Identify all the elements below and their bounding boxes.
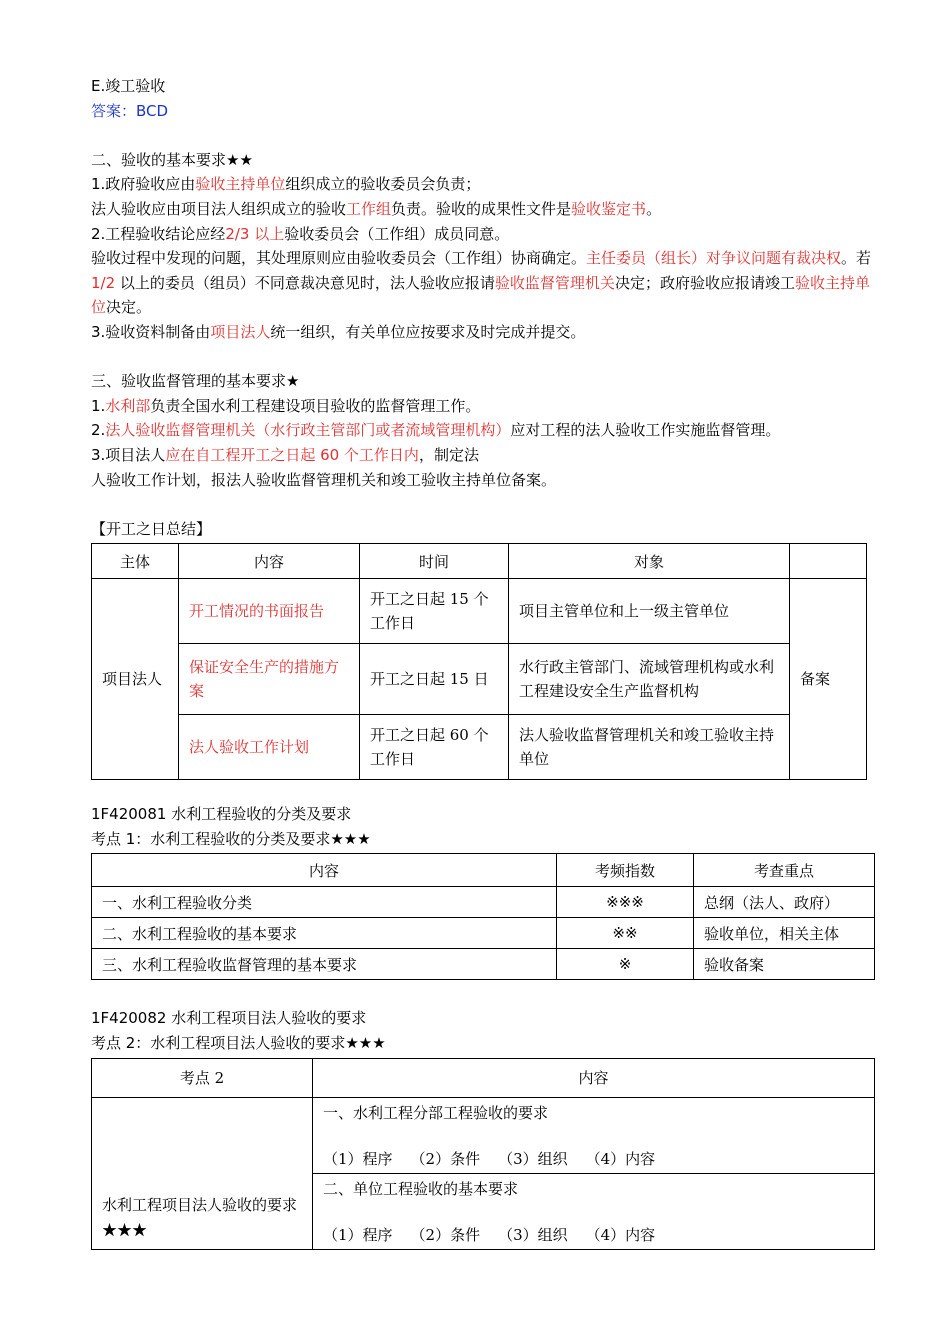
text-run: 。 [646,199,662,218]
table-row [92,887,875,918]
text-run: 3.项目法人 [91,445,166,464]
start-date-summary-table [91,543,867,780]
frequency-cell: ※※ [557,918,694,949]
table-header-row [92,1058,875,1097]
header-cell [790,544,867,579]
table-header-row [92,544,867,579]
section-2-line-2 [91,197,881,222]
text-run: 法人验收应由项目法人组织成立的验收 [91,199,347,218]
list-item: （4）内容 [585,1149,656,1168]
spacer [91,123,881,148]
summary-title: 【开工之日总结】 [91,519,212,538]
text-run: 负责全国水利工程建设项目验收的监督管理工作。 [150,396,481,415]
header-cell: 内容 [179,544,360,579]
subject-cell: 项目法人 [92,579,179,780]
text-run: ，制定法 [418,445,479,464]
section-2-title: 二、验收的基本要求★★ [91,150,253,169]
sub-content-cell [313,1097,875,1173]
sub-content-cell [313,1173,875,1249]
section-3-title: 三、验收监督管理的基本要求★ [91,372,300,391]
section-081-heading: 1F420081 水利工程验收的分类及要求 [91,805,352,824]
spacer [323,1124,864,1148]
spacer [91,780,881,802]
time-cell: 开工之日起 60 个工作日 [360,715,509,780]
key-point-cell: 水利工程项目法人验收的要求★★★ [92,1097,313,1249]
section-082-heading: 1F420082 水利工程项目法人验收的要求 [91,1009,367,1028]
text-run: 以上的委员（组员）不同意裁决意见时，法人验收应报请 [115,273,495,292]
table-row [92,579,867,644]
section-3-line-3 [91,443,881,468]
table-row [92,918,875,949]
list-item: （2）条件 [410,1225,481,1244]
table-row [92,949,875,980]
header-cell: 对象 [509,544,790,579]
acceptance-classification-table [91,853,875,980]
section-2-line-1 [91,172,881,197]
answer-line: 答案：BCD [91,101,169,120]
list-item: （3）组织 [498,1225,568,1244]
header-cell: 内容 [313,1058,875,1097]
text-run: 决定；政府验收应报请竣工 [614,273,795,292]
section-2-paragraph-4 [91,246,883,320]
highlight-text: 水利部 [105,396,151,415]
list-item: （3）组织 [498,1149,568,1168]
text-run: 3.验收资料制备由 [91,322,211,341]
content-cell: 三、水利工程验收监督管理的基本要求 [92,949,557,980]
header-cell: 考点 2 [92,1058,313,1097]
text-run: 验收过程中发现的问题，其处理原则应由验收委员会（工作组）协商确定。 [91,249,587,268]
text-run: 组织成立的验收委员会负责； [285,175,481,194]
list-item: （4）内容 [585,1225,656,1244]
legal-person-acceptance-table [91,1058,875,1250]
focus-cell: 验收单位，相关主体 [694,918,875,949]
spacer [91,980,881,1006]
highlight-text: 法人验收监督管理机关（水行政主管部门或者流域管理机构） [105,421,511,440]
highlight-text: 验收主持单位 [195,175,286,194]
spacer [91,345,881,370]
text-run: 应对工程的法人验收工作实施监督管理。 [510,421,781,440]
table-header-row [92,854,875,887]
spacer [323,1200,864,1224]
target-cell: 水行政主管部门、流域管理机构或水利工程建设安全生产监督机构 [509,644,790,715]
target-cell: 项目主管单位和上一级主管单位 [509,579,790,644]
text-run: 决定。 [106,298,152,317]
table-row [92,715,867,780]
content-cell: 一、水利工程验收分类 [92,887,557,918]
section-3-line-1 [91,394,881,419]
text-run: 统一组织，有关单位应按要求及时完成并提交。 [270,322,586,341]
content-cell: 二、水利工程验收的基本要求 [92,918,557,949]
highlight-text: 2/3 以上 [225,224,285,243]
highlight-text: 项目法人 [210,322,271,341]
section-081-point: 考点 1：水利工程验收的分类及要求★★★ [91,829,371,848]
highlight-text: 主任委员（组长）对争议问题有裁决权 [586,249,842,268]
document-page [91,74,881,1250]
sub-title: 二、单位工程验收的基本要求 [323,1179,519,1198]
section-3-line-4: 人验收工作计划，报法人验收监督管理机关和竣工验收主持单位备案。 [91,470,557,489]
focus-cell: 总纲（法人、政府） [694,887,875,918]
list-item: （1）程序 [323,1225,393,1244]
time-cell: 开工之日起 15 个工作日 [360,579,509,644]
header-cell: 主体 [92,544,179,579]
list-item: （2）条件 [410,1149,481,1168]
highlight-text: 验收主持单位 [91,273,870,317]
text-run: 验收委员会（工作组）成员同意。 [284,224,510,243]
content-cell: 开工情况的书面报告 [179,579,360,644]
text-run: 2.工程验收结论应经 [91,224,226,243]
action-cell: 备案 [790,579,867,780]
focus-cell: 验收备案 [694,949,875,980]
header-cell: 时间 [360,544,509,579]
spacer [91,492,881,517]
content-cell: 保证安全生产的措施方案 [179,644,360,715]
highlight-text: 工作组 [346,199,392,218]
content-cell: 法人验收工作计划 [179,715,360,780]
header-cell: 考频指数 [557,854,694,887]
section-082-point: 考点 2：水利工程项目法人验收的要求★★★ [91,1034,386,1053]
header-cell: 考查重点 [694,854,875,887]
header-cell: 内容 [92,854,557,887]
target-cell: 法人验收监督管理机关和竣工验收主持单位 [509,715,790,780]
frequency-cell: ※ [557,949,694,980]
list-item: （1）程序 [323,1149,393,1168]
option-e: E.竣工验收 [91,77,166,95]
item-list [323,1148,864,1170]
item-list [323,1224,864,1246]
highlight-text: 应在自工程开工之日起 60 个工作日内 [165,445,419,464]
table-row [92,1097,875,1173]
text-run: 。若 [841,249,872,268]
table-row [92,644,867,715]
section-2-line-5 [91,320,881,345]
sub-title: 一、水利工程分部工程验收的要求 [323,1103,549,1122]
highlight-text: 验收鉴定书 [571,199,647,218]
text-run: 1. [91,396,106,415]
highlight-text: 验收监督管理机关 [494,273,615,292]
text-run: 负责。验收的成果性文件是 [391,199,572,218]
frequency-cell: ※※※ [557,887,694,918]
section-3-line-2 [91,418,881,443]
section-2-line-3 [91,222,881,247]
text-run: 1.政府验收应由 [91,175,196,194]
text-run: 2. [91,421,106,440]
highlight-text: 1/2 [91,273,116,292]
time-cell: 开工之日起 15 日 [360,644,509,715]
